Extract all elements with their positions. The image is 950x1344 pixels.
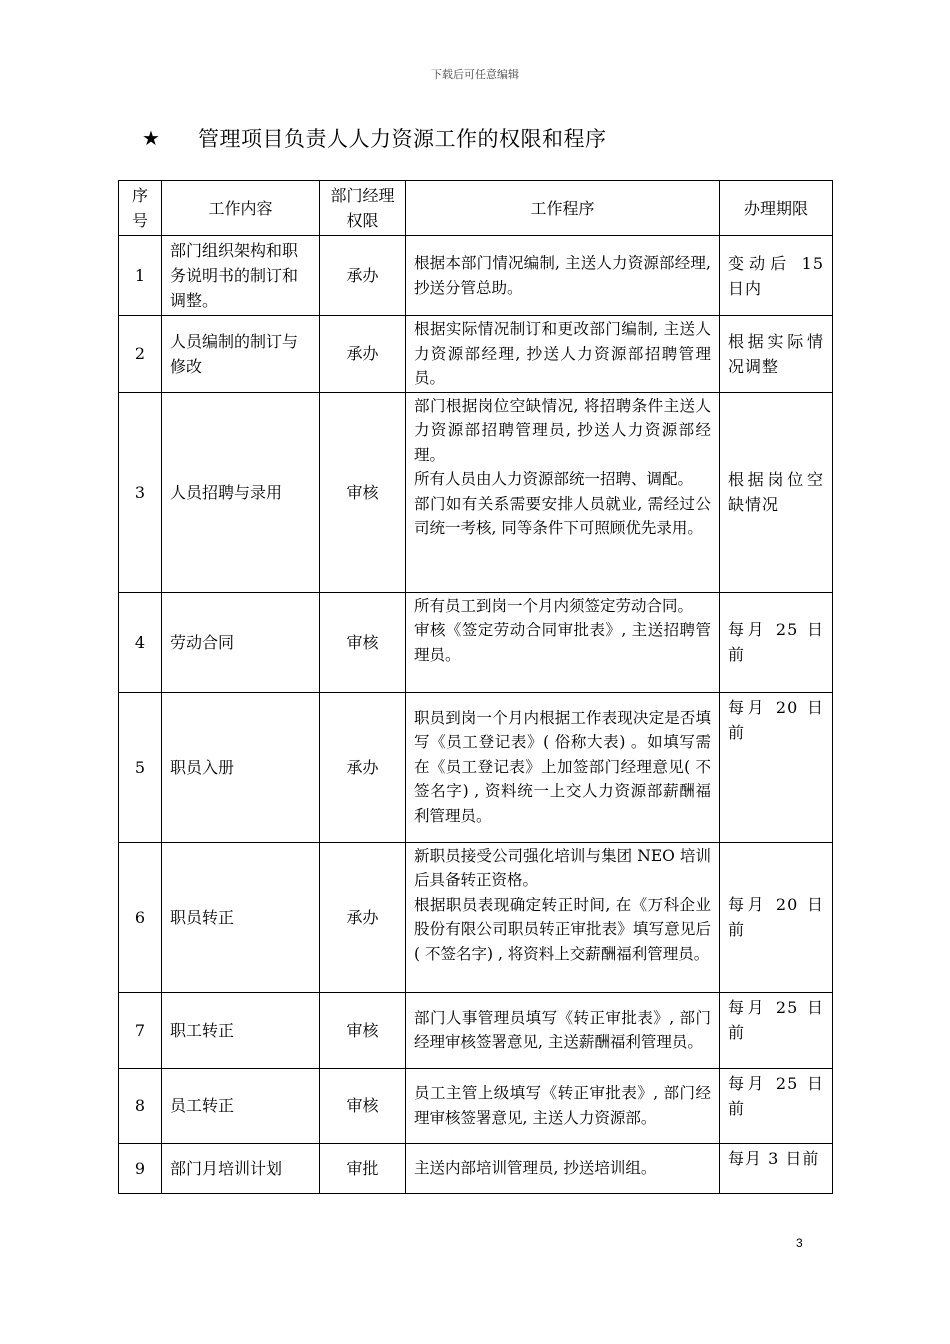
row-number: 3	[119, 392, 162, 592]
table-row	[119, 392, 833, 592]
row-number: 1	[119, 236, 162, 316]
work-content: 人员招聘与录用	[162, 392, 320, 592]
manager-authority: 审核	[320, 1068, 406, 1143]
header-authority: 部门经理权限	[320, 181, 406, 236]
work-content: 人员编制的制订与修改	[162, 316, 320, 393]
work-content: 员工转正	[162, 1068, 320, 1143]
procedure-line: 根据职员表现确定转正时间, 在《万科企业股份有限公司职员转正审批表》填写意见后( 不签名字) , 将资料上交薪酬福利管理员。	[414, 895, 711, 963]
work-procedure	[406, 592, 720, 692]
deadline: 变动后 15 日内	[720, 236, 833, 316]
work-content: 职工转正	[162, 992, 320, 1068]
manager-authority: 承办	[320, 692, 406, 842]
work-procedure	[406, 236, 720, 316]
work-content: 部门组织架构和职务说明书的制订和调整。	[162, 236, 320, 316]
deadline: 根据实际情况调整	[720, 316, 833, 393]
procedure-line: 新职员接受公司强化培训与集团 NEO 培训后具备转正资格。	[414, 846, 711, 889]
deadline: 每月 25 日前	[720, 1068, 833, 1143]
work-content: 职员入册	[162, 692, 320, 842]
row-number: 4	[119, 592, 162, 692]
title-row	[142, 121, 607, 155]
procedure-line: 部门根据岗位空缺情况, 将招聘条件主送人力资源部招聘管理员, 抄送人力资源部经理。	[414, 396, 711, 464]
work-procedure	[406, 692, 720, 842]
manager-authority: 审核	[320, 392, 406, 592]
work-procedure	[406, 392, 720, 592]
row-number: 9	[119, 1143, 162, 1193]
table-row	[119, 316, 833, 393]
table-row	[119, 1068, 833, 1143]
procedure-line: 根据本部门情况编制, 主送人力资源部经理, 抄送分管总助。	[414, 254, 711, 297]
procedure-line: 部门如有关系需要安排人员就业, 需经过公司统一考核, 同等条件下可照顾优先录用。	[414, 494, 711, 537]
deadline: 每月 25 日前	[720, 592, 833, 692]
table-row	[119, 842, 833, 992]
manager-authority: 承办	[320, 236, 406, 316]
work-content: 劳动合同	[162, 592, 320, 692]
manager-authority: 审核	[320, 992, 406, 1068]
deadline: 每月 20 日前	[720, 842, 833, 992]
procedure-line: 职员到岗一个月内根据工作表现决定是否填写《员工登记表》( 俗称大表) 。如填写需在《员工登记表》上加签部门经理意见( 不签名字) , 资料统一上交人力资源部薪酬福利管理员。	[414, 708, 711, 825]
row-number: 6	[119, 842, 162, 992]
work-content: 职员转正	[162, 842, 320, 992]
procedure-line: 主送内部培训管理员, 抄送培训组。	[414, 1158, 657, 1177]
permissions-table	[118, 180, 833, 1194]
page-title: 管理项目负责人人力资源工作的权限和程序	[198, 127, 607, 151]
row-number: 5	[119, 692, 162, 842]
table-row	[119, 236, 833, 316]
header-deadline: 办理期限	[720, 181, 833, 236]
procedure-line: 部门人事管理员填写《转正审批表》, 部门经理审核签署意见, 主送薪酬福利管理员。	[414, 1008, 711, 1051]
procedure-line: 员工主管上级填写《转正审批表》, 部门经理审核签署意见, 主送人力资源部。	[414, 1084, 711, 1127]
work-procedure	[406, 1143, 720, 1193]
deadline: 根据岗位空缺情况	[720, 392, 833, 592]
header-content: 工作内容	[162, 181, 320, 236]
table-row	[119, 592, 833, 692]
deadline: 每月 20 日前	[720, 692, 833, 842]
manager-authority: 审核	[320, 592, 406, 692]
procedure-line: 审核《签定劳动合同审批表》, 主送招聘管理员。	[414, 621, 711, 664]
table-row	[119, 992, 833, 1068]
row-number: 8	[119, 1068, 162, 1143]
manager-authority: 审批	[320, 1143, 406, 1193]
work-content: 部门月培训计划	[162, 1143, 320, 1193]
deadline: 每月 3 日前	[720, 1143, 833, 1193]
header-procedure: 工作程序	[406, 181, 720, 236]
procedure-line: 根据实际情况制订和更改部门编制, 主送人力资源部经理, 抄送人力资源部招聘管理员。	[414, 320, 711, 387]
work-procedure	[406, 1068, 720, 1143]
header-note: 下载后可任意编辑	[431, 68, 519, 81]
row-number: 2	[119, 316, 162, 393]
work-procedure	[406, 842, 720, 992]
table-row	[119, 1143, 833, 1193]
table-row	[119, 692, 833, 842]
manager-authority: 承办	[320, 316, 406, 393]
table-header-row	[119, 181, 833, 236]
work-procedure	[406, 316, 720, 393]
page-number: 3	[796, 1236, 803, 1250]
star-icon: ★	[142, 126, 160, 150]
manager-authority: 承办	[320, 842, 406, 992]
work-procedure	[406, 992, 720, 1068]
procedure-line: 所有人员由人力资源部统一招聘、调配。	[414, 470, 694, 488]
row-number: 7	[119, 992, 162, 1068]
header-no: 序号	[119, 181, 162, 236]
deadline: 每月 25 日前	[720, 992, 833, 1068]
procedure-line: 所有员工到岗一个月内须签定劳动合同。	[414, 596, 694, 615]
